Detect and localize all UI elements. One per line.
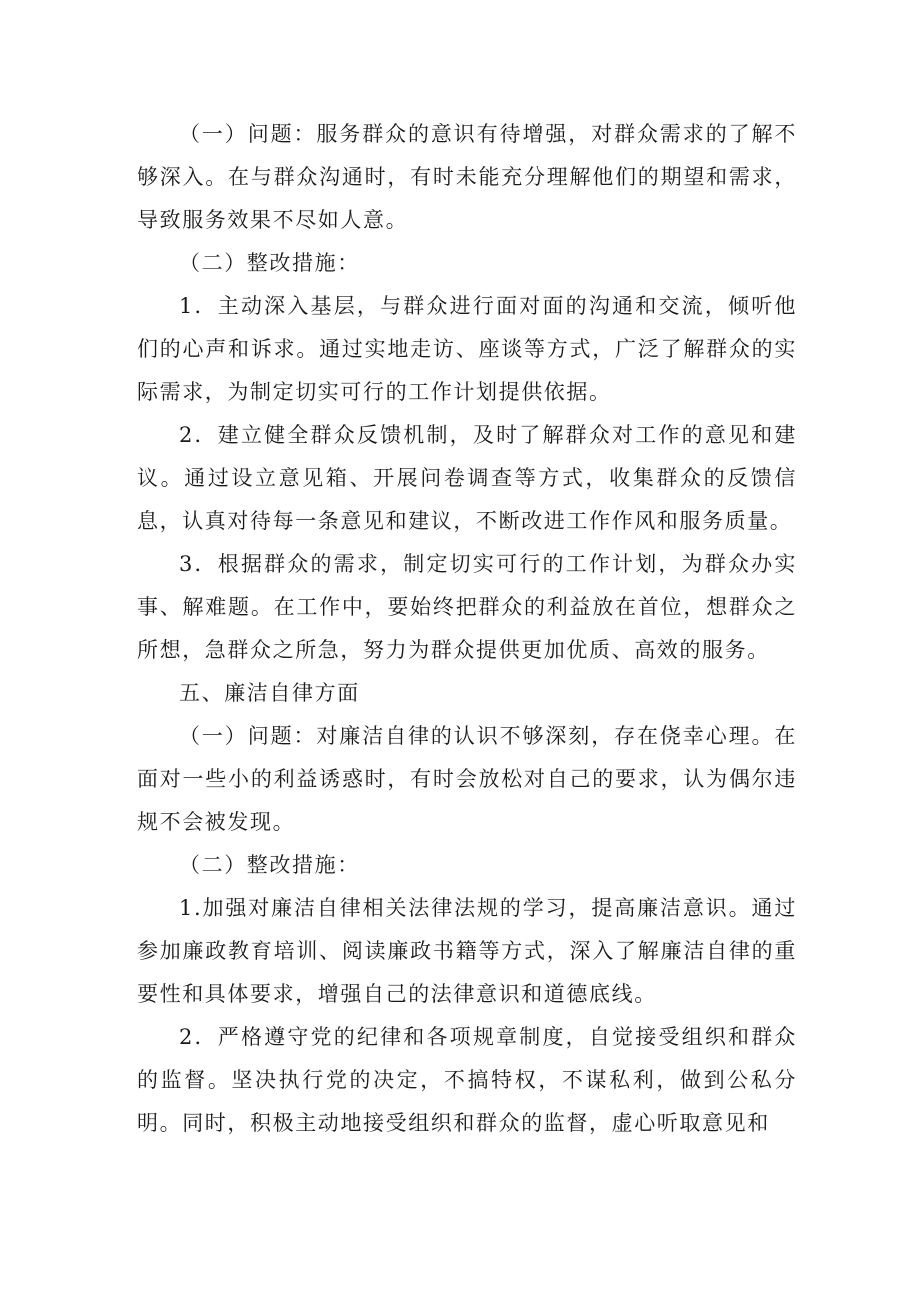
paragraph-integrity-problem: （一）问题：对廉洁自律的认识不够深刻，存在侥幸心理。在面对一些小的利益诱惑时，有时会放松对自己的要求，认为偶尔违规不会被发现。 xyxy=(137,724,797,834)
paragraph-service-measure-3: 3．根据群众的需求，制定切实可行的工作计划，为群众办实事、解难题。在工作中，要始终把群众的利益放在首位，想群众之所想，急群众之所急，努力为群众提供更加优质、高效的服务。 xyxy=(137,552,797,662)
paragraph-service-measures-heading: （二）整改措施： xyxy=(179,251,360,275)
paragraph-service-measure-2: 2．建立健全群众反馈机制，及时了解群众对工作的意见和建议。通过设立意见箱、开展问卷调查等方式，收集群众的反馈信息，认真对待每一条意见和建议，不断改进工作作风和服务质量。 xyxy=(137,423,797,533)
paragraph-service-measure-1: 1．主动深入基层，与群众进行面对面的沟通和交流，倾听他们的心声和诉求。通过实地走访、座谈等方式，广泛了解群众的实际需求，为制定切实可行的工作计划提供依据。 xyxy=(137,294,797,404)
paragraph-integrity-measures-heading: （二）整改措施： xyxy=(179,853,360,877)
section-heading-integrity: 五、廉洁自律方面 xyxy=(179,681,360,705)
paragraph-integrity-measure-1: 1.加强对廉洁自律相关法律法规的学习，提高廉洁意识。通过参加廉政教育培训、阅读廉政书籍等方式，深入了解廉洁自律的重要性和具体要求，增强自己的法律意识和道德底线。 xyxy=(137,896,797,1006)
paragraph-service-problem: （一）问题：服务群众的意识有待增强，对群众需求的了解不够深入。在与群众沟通时，有时未能充分理解他们的期望和需求，导致服务效果不尽如人意。 xyxy=(137,122,797,232)
paragraph-integrity-measure-2: 2．严格遵守党的纪律和各项规章制度，自觉接受组织和群众的监督。坚决执行党的决定，不搞特权，不谋私利，做到公私分明。同时，积极主动地接受组织和群众的监督，虚心听取意见和 xyxy=(137,1025,797,1135)
document-body xyxy=(137,113,797,1145)
